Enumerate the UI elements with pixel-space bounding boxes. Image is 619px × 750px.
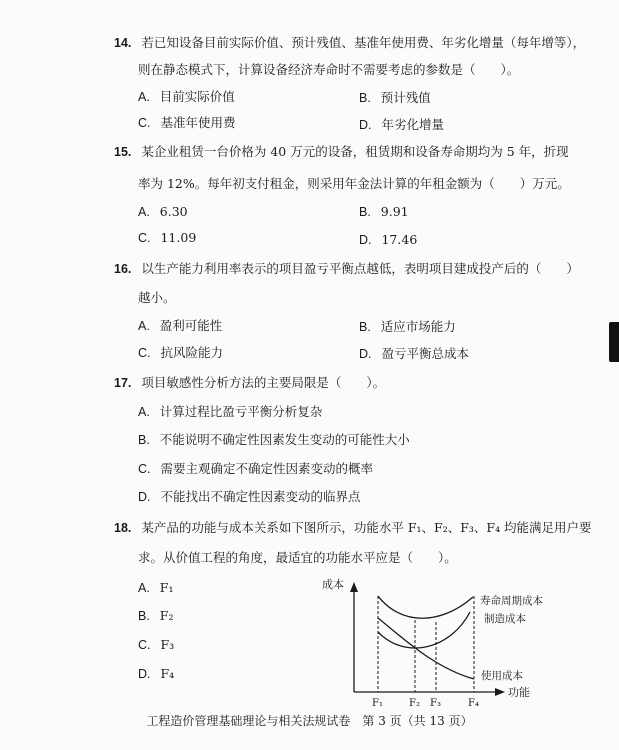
option-text: 6.30: [159, 204, 188, 219]
option-label: C.: [138, 116, 151, 130]
option-text: 需要主观确定不确定性因素变动的概率: [160, 461, 373, 476]
tick-f1: F₁: [372, 698, 383, 709]
y-axis-label: 成本: [322, 578, 344, 591]
scan-edge-mark: [609, 322, 619, 362]
option-label: D.: [359, 347, 372, 361]
question-number: 18.: [114, 521, 132, 535]
option-text: F₁: [159, 580, 174, 595]
question-number: 14.: [114, 36, 132, 50]
option-text: 适应市场能力: [380, 319, 456, 334]
question-number: 17.: [114, 376, 132, 390]
option-label: D.: [138, 667, 151, 681]
option-label: D.: [359, 233, 372, 247]
tick-f4: F₄: [468, 698, 479, 709]
question-text: 以生产能力利用率表示的项目盈亏平衡点越低，表明项目建成投产后的（ ）: [141, 261, 579, 276]
question-number: 16.: [114, 262, 132, 276]
option-text: 17.46: [381, 232, 418, 247]
option-text: 11.09: [160, 230, 197, 245]
question-text: 项目敏感性分析方法的主要局限是（ ）。: [141, 375, 386, 390]
option-text: 计算过程比盈亏平衡分析复杂: [159, 404, 323, 419]
question-14-line-2: 则在静态模式下，计算设备经济寿命时不需要考虑的参数是（ ）。: [138, 62, 520, 77]
option-text: 不能说明不确定性因素发生变动的可能性大小: [159, 432, 410, 447]
option-label: A.: [138, 405, 150, 419]
option-text: F₄: [160, 666, 175, 681]
question-15-line-2: 率为 12%。每年初支付租金，则采用年金法计算的年租金额为（ ）万元。: [138, 176, 570, 191]
question-text: 若已知设备目前实际价值、预计残值、基准年使用费、年劣化增量（每年增等），: [141, 35, 586, 50]
x-axis-arrow: [495, 688, 505, 696]
option-text: 盈利可能性: [159, 318, 223, 333]
option-text: 抗风险能力: [160, 345, 223, 360]
option-label: A.: [138, 205, 150, 219]
question-text: 某产品的功能与成本关系如下图所示，功能水平 F₁、F₂、F₃、F₄ 均能满足用户要: [141, 520, 592, 535]
option-text: 9.91: [380, 204, 409, 219]
option-text: 不能找出不确定性因素变动的临界点: [160, 489, 361, 504]
question-number: 15.: [114, 145, 132, 159]
tick-f3: F₃: [430, 698, 441, 709]
lifecycle-cost-curve: [378, 596, 473, 618]
lifecycle-cost-label: 寿命周期成本: [480, 595, 543, 607]
question-16-line-2: 越小。: [138, 290, 176, 305]
question-text: 某企业租赁一台价格为 40 万元的设备，租赁期和设备寿命期均为 5 年，折现: [141, 144, 569, 159]
page-footer: 工程造价管理基础理论与相关法规试卷 第 3 页（共 13 页）: [146, 714, 473, 728]
manufacturing-cost-label: 制造成本: [484, 613, 526, 625]
option-text: 年劣化增量: [381, 117, 444, 132]
option-label: C.: [138, 638, 151, 652]
option-label: B.: [359, 205, 371, 219]
option-label: A.: [138, 90, 150, 104]
option-text: 预计残值: [380, 90, 431, 105]
option-label: C.: [138, 346, 151, 360]
option-label: B.: [359, 91, 371, 105]
option-label: D.: [359, 118, 372, 132]
option-text: 盈亏平衡总成本: [381, 346, 469, 361]
option-label: B.: [138, 433, 150, 447]
option-label: D.: [138, 490, 151, 504]
option-label: A.: [138, 319, 150, 333]
x-axis-label: 功能: [508, 686, 530, 699]
option-label: C.: [138, 231, 151, 245]
option-text: 目前实际价值: [159, 89, 235, 104]
option-label: A.: [138, 581, 150, 595]
option-label: B.: [138, 609, 150, 623]
option-label: C.: [138, 462, 151, 476]
question-18-line-2: 求。从价值工程的角度，最适宜的功能水平应是（ ）。: [138, 550, 457, 565]
y-axis-arrow: [350, 582, 358, 592]
option-text: F₂: [159, 608, 174, 623]
option-label: B.: [359, 320, 371, 334]
usage-cost-label: 使用成本: [481, 670, 523, 682]
tick-f2: F₂: [409, 698, 420, 709]
option-text: 基准年使用费: [160, 115, 236, 130]
option-text: F₃: [160, 637, 175, 652]
